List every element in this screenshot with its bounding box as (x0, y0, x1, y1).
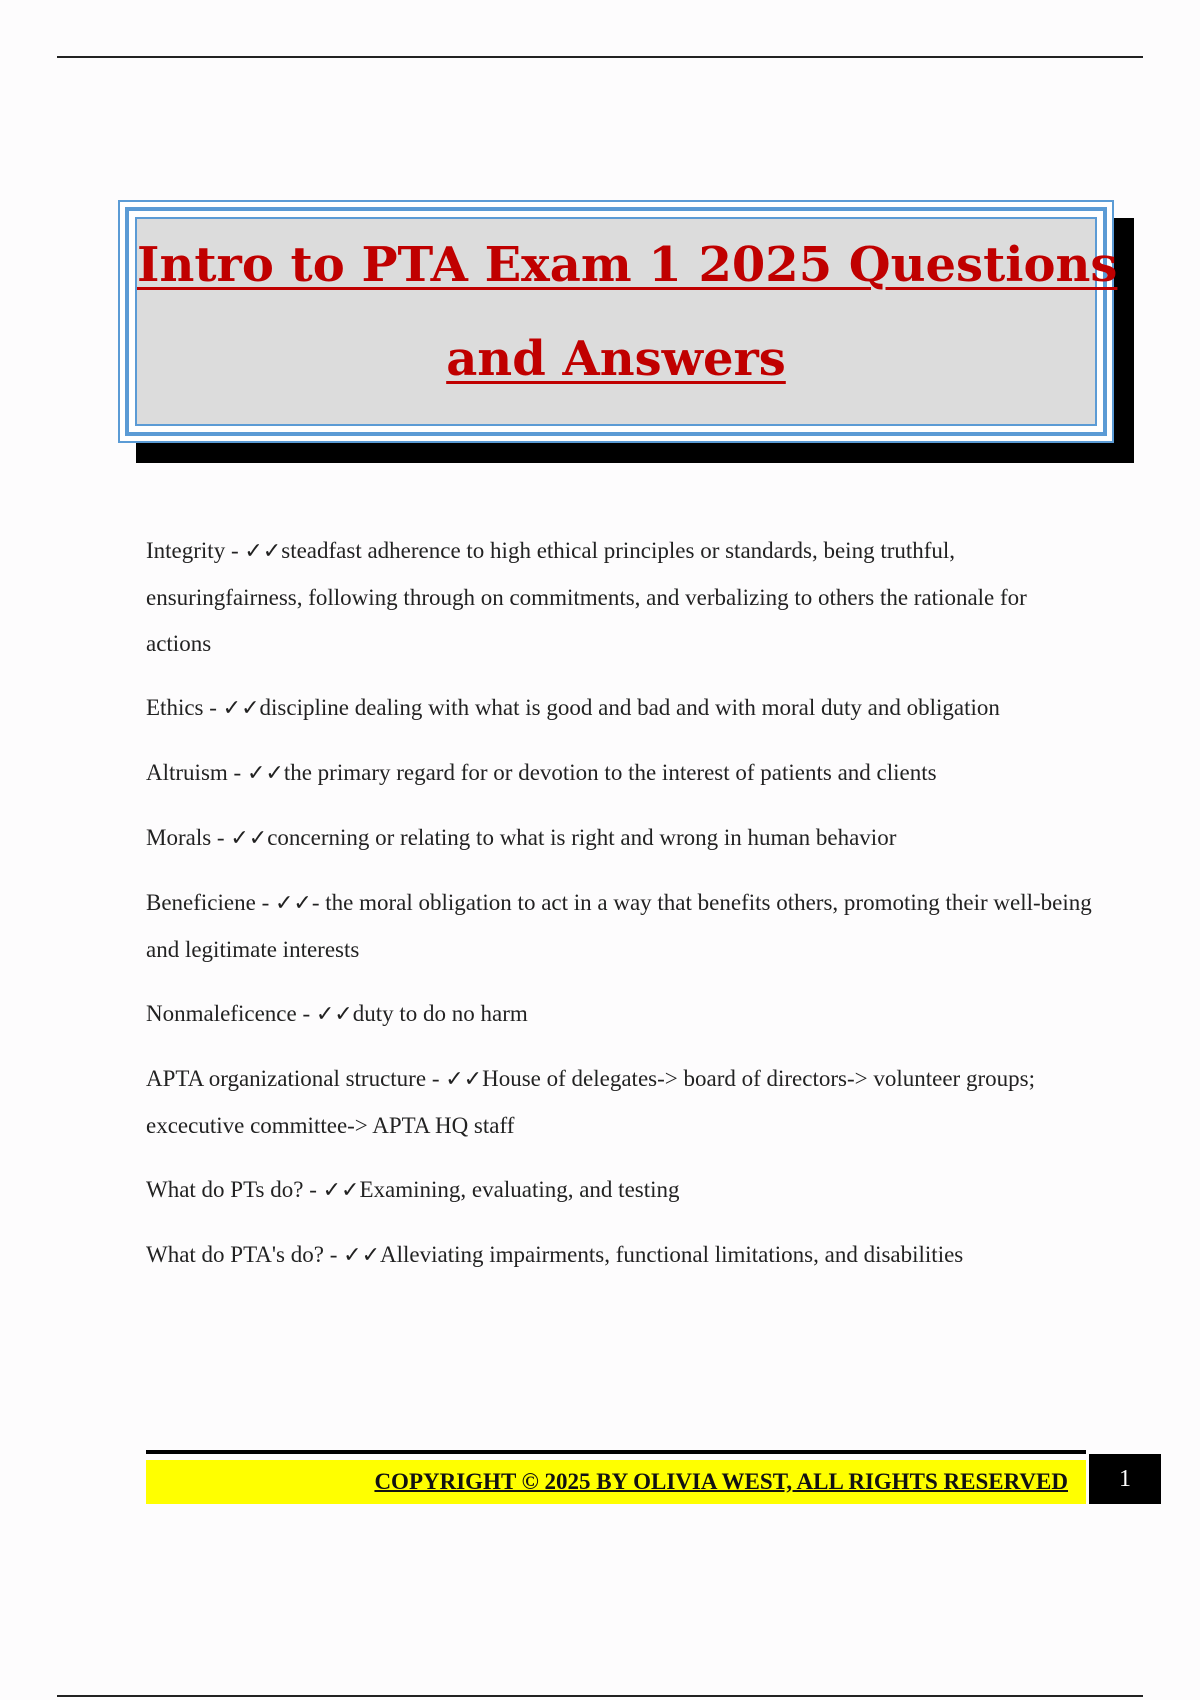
entry-definition: Examining, evaluating, and testing (359, 1177, 680, 1202)
qa-entry: Integrity - ✓✓steadfast adherence to high ethical principles or standards, being truthful, ensuringfairness, following through on commitments, and verbalizing to others the rationale for actions (146, 538, 1027, 656)
qa-entry: Beneficiene - ✓✓- the moral obligation to act in a way that benefits others, promoting their well-being and legitimate interests (146, 890, 1092, 962)
qa-entry: What do PTA's do? - ✓✓Alleviating impairments, functional limitations, and disabilities (146, 1242, 964, 1268)
check-mark-icon: ✓✓ (230, 826, 268, 851)
check-mark-icon: ✓✓ (343, 1243, 381, 1268)
qa-entry: Altruism - ✓✓the primary regard for or devotion to the interest of patients and clients (146, 760, 937, 786)
entry-definition: the primary regard for or devotion to the interest of patients and clients (283, 760, 937, 785)
title-box (118, 200, 1118, 443)
entry-definition: - the moral obligation to act in a way that benefits others, promoting their well-being and legitimate interests (146, 890, 1092, 962)
footer-rule (146, 1450, 1086, 1454)
entry-term: Integrity (146, 538, 226, 563)
entry-term: Ethics (146, 695, 204, 720)
entry-term: Beneficiene (146, 890, 256, 915)
qa-list (146, 528, 1096, 1297)
top-rule (57, 56, 1143, 58)
entry-definition: duty to do no harm (352, 1001, 528, 1026)
copyright-notice: COPYRIGHT © 2025 BY OLIVIA WEST, ALL RIGHTS RESERVED (374, 1469, 1068, 1494)
entry-definition: discipline dealing with what is good and bad and with moral duty and obligation (259, 695, 1000, 720)
check-mark-icon: ✓✓ (275, 891, 312, 916)
qa-entry: What do PTs do? - ✓✓Examining, evaluating, and testing (146, 1177, 680, 1203)
footer-bar (146, 1460, 1086, 1504)
document-title-line-2: and Answers (446, 331, 786, 387)
qa-entry: APTA organizational structure - ✓✓House of delegates-> board of directors-> volunteer groups; excecutive committee-> APTA HQ staff (146, 1066, 1035, 1138)
entry-definition: steadfast adherence to high ethical principles or standards, being truthful, ensuringfairness, following through on commitments, and verbalizing to others the rationale for actions (146, 538, 1027, 656)
entry-term: What do PTA's do? (146, 1242, 324, 1267)
document-title-line-1: Intro to PTA Exam 1 2025 Questions (137, 237, 1118, 293)
check-mark-icon: ✓✓ (244, 539, 282, 564)
check-mark-icon: ✓✓ (222, 696, 260, 721)
qa-entry: Ethics - ✓✓discipline dealing with what is good and bad and with moral duty and obligation (146, 695, 1000, 721)
entry-definition: Alleviating impairments, functional limitations, and disabilities (380, 1242, 964, 1267)
entry-term: Morals (146, 825, 212, 850)
check-mark-icon: ✓✓ (322, 1178, 360, 1203)
entry-definition: House of delegates-> board of directors-> volunteer groups; excecutive committee-> APTA HQ staff (146, 1066, 1035, 1138)
check-mark-icon: ✓✓ (246, 761, 284, 786)
entry-definition: concerning or relating to what is right and wrong in human behavior (267, 825, 897, 850)
bottom-rule (57, 1695, 1143, 1697)
check-mark-icon: ✓✓ (315, 1002, 353, 1027)
check-mark-icon: ✓✓ (445, 1067, 483, 1092)
entry-term: Altruism (146, 760, 228, 785)
qa-entry: Nonmaleficence - ✓✓duty to do no harm (146, 1001, 528, 1027)
page-number: 1 (1089, 1454, 1161, 1504)
entry-term: Nonmaleficence (146, 1001, 297, 1026)
entry-term: What do PTs do? (146, 1177, 304, 1202)
entry-term: APTA organizational structure (146, 1066, 427, 1091)
qa-entry: Morals - ✓✓concerning or relating to what is right and wrong in human behavior (146, 825, 897, 851)
